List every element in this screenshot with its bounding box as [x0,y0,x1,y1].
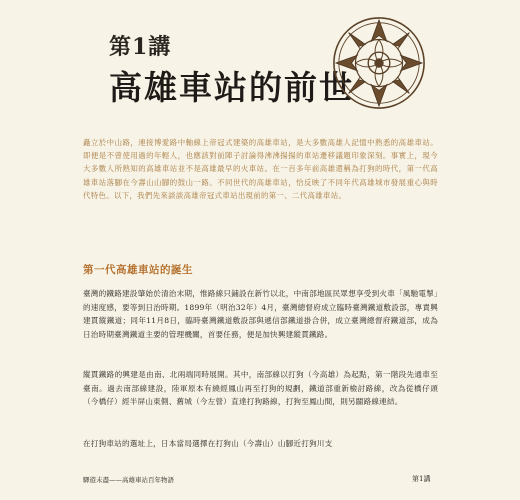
body-paragraph: 縱貫鐵路的興建是由南、北兩端同時展開。其中，南部線以打狗（今高雄）為起點，第一階段先通車至臺南。過去南部線建設，陸軍原本有繞經鳳山再至打狗的規劃，鐵道部重新檢討路線，改為從橋仔頭（今橋仔）經半屏山東側、舊城（今左營）直達打狗路線，打狗至鳳山間，則另闢路線連結。 [83,370,438,407]
railway-compass-emblem-icon [330,14,428,112]
body-paragraph: 臺灣的鐵路建設肇始於清治末期，惟路線只鋪設在新竹以北，中南部地區民眾想享受到火車「風馳電掣」的速度感，要等到日治時期。1899年（明治32年）4月，臺灣總督府成立臨時臺灣鐵道敷設部，專責興建貫縱鐵道；同年11月8日，臨時臺灣鐵道敷設部與遞信部鐵道掛合併，成立臺灣總督府鐵道部，成為日治時期臺灣鐵道主要的管理機關，首要任務，便是加快興建縱貫鐵路。 [83,289,438,339]
body-paragraph: 在打狗車站的選址上，日本當局選擇在打狗山（今壽山）山腳近打狗川支 [83,439,333,448]
chapter-intro: 矗立於中山路，連接博愛路中軸線上帝冠式建築的高雄車站，是大多數高雄人記憶中熟悉的高雄車站。即便是不曾使用過的年輕人，也應該對前陣子討論得沸沸揚揚的車站遷移議題印象深刻。事實上，現今大多數人所熟知的高雄車站並不是高雄最早的火車站。在一百多年前高雄還稱為打狗的時代，第一代高雄車站落腳在今壽山山腳的鼓山一路。不同世代的高雄車站，恰反映了不同年代高雄城市發展重心與時代特色。以下，我們先來談談高雄帝冠式車站出現前的第一、二代高雄車站。 [83,138,438,200]
running-footer-book-title: 驛遊未盡——高雄車站百年物語 [83,476,174,484]
running-footer-chapter: 第1講 [412,475,431,483]
chapter-label: 第1講 [109,34,172,60]
chapter-title: 高雄車站的前世 [109,68,354,107]
section-heading: 第一代高雄車站的誕生 [83,264,193,276]
